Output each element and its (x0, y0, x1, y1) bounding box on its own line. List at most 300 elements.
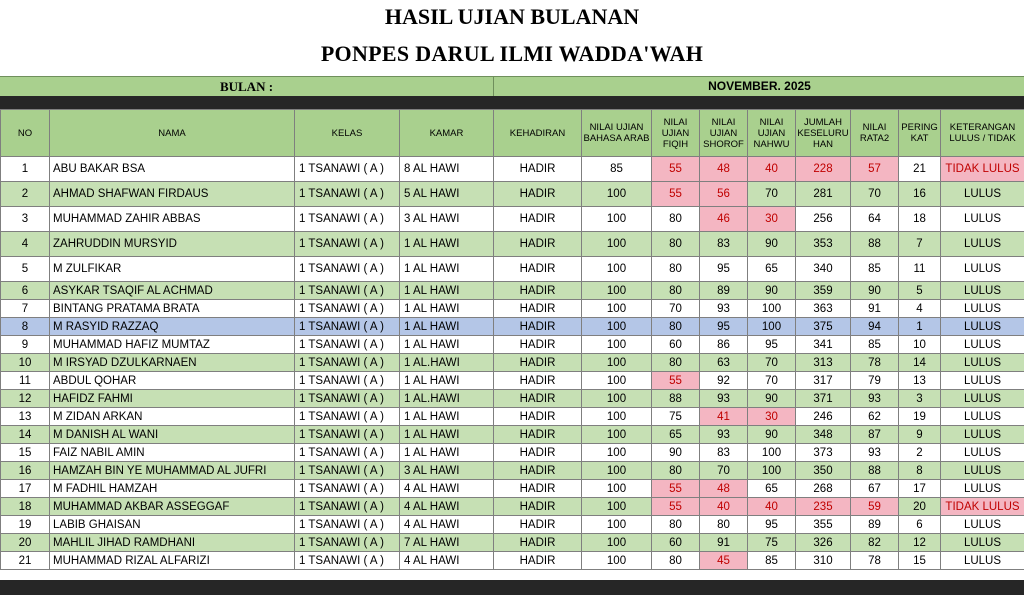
cell-kelas[interactable]: 1 TSANAWI ( A ) (295, 257, 400, 282)
cell-kelas[interactable]: 1 TSANAWI ( A ) (295, 462, 400, 480)
cell-fiqih[interactable]: 80 (652, 318, 700, 336)
cell-keterangan[interactable]: LULUS (941, 552, 1024, 570)
cell-kelas[interactable]: 1 TSANAWI ( A ) (295, 498, 400, 516)
cell-kelas[interactable]: 1 TSANAWI ( A ) (295, 408, 400, 426)
cell-shorof[interactable]: 95 (700, 257, 748, 282)
cell-fiqih[interactable]: 55 (652, 480, 700, 498)
table-row[interactable] (1, 257, 1024, 282)
cell-kelas[interactable]: 1 TSANAWI ( A ) (295, 516, 400, 534)
cell-kelas[interactable]: 1 TSANAWI ( A ) (295, 372, 400, 390)
cell-rata[interactable]: 88 (851, 232, 899, 257)
cell-shorof[interactable]: 86 (700, 336, 748, 354)
cell-fiqih[interactable]: 70 (652, 300, 700, 318)
cell-peringkat[interactable]: 5 (899, 282, 941, 300)
cell-bahasa-arab[interactable]: 100 (582, 390, 652, 408)
cell-nahwu[interactable]: 70 (748, 372, 796, 390)
cell-peringkat[interactable]: 9 (899, 426, 941, 444)
cell-kehadiran[interactable]: HADIR (494, 232, 582, 257)
cell-nama[interactable]: M DANISH AL WANI (50, 426, 295, 444)
table-row[interactable] (1, 462, 1024, 480)
cell-no[interactable]: 5 (1, 257, 50, 282)
cell-kehadiran[interactable]: HADIR (494, 257, 582, 282)
cell-shorof[interactable]: 70 (700, 462, 748, 480)
cell-nahwu[interactable]: 90 (748, 390, 796, 408)
cell-keterangan[interactable]: LULUS (941, 257, 1024, 282)
cell-bahasa-arab[interactable]: 100 (582, 318, 652, 336)
cell-keterangan[interactable]: LULUS (941, 318, 1024, 336)
cell-no[interactable]: 4 (1, 232, 50, 257)
cell-nama[interactable]: HAMZAH BIN YE MUHAMMAD AL JUFRI (50, 462, 295, 480)
header-fiqih[interactable]: NILAI UJIAN FIQIH (652, 110, 700, 157)
cell-jumlah[interactable]: 235 (796, 498, 851, 516)
cell-no[interactable]: 20 (1, 534, 50, 552)
cell-peringkat[interactable]: 4 (899, 300, 941, 318)
cell-keterangan[interactable]: LULUS (941, 232, 1024, 257)
cell-no[interactable]: 18 (1, 498, 50, 516)
cell-kelas[interactable]: 1 TSANAWI ( A ) (295, 282, 400, 300)
header-kamar[interactable]: KAMAR (400, 110, 494, 157)
cell-shorof[interactable]: 93 (700, 390, 748, 408)
cell-bahasa-arab[interactable]: 100 (582, 354, 652, 372)
cell-shorof[interactable]: 80 (700, 516, 748, 534)
cell-nama[interactable]: M FADHIL HAMZAH (50, 480, 295, 498)
cell-keterangan[interactable]: LULUS (941, 408, 1024, 426)
cell-peringkat[interactable]: 19 (899, 408, 941, 426)
cell-bahasa-arab[interactable]: 100 (582, 534, 652, 552)
cell-nahwu[interactable]: 90 (748, 232, 796, 257)
cell-rata[interactable]: 59 (851, 498, 899, 516)
cell-no[interactable]: 8 (1, 318, 50, 336)
header-kelas[interactable]: KELAS (295, 110, 400, 157)
header-rata[interactable]: NILAI RATA2 (851, 110, 899, 157)
cell-kelas[interactable]: 1 TSANAWI ( A ) (295, 480, 400, 498)
cell-peringkat[interactable]: 1 (899, 318, 941, 336)
cell-kehadiran[interactable]: HADIR (494, 516, 582, 534)
cell-kehadiran[interactable]: HADIR (494, 426, 582, 444)
cell-jumlah[interactable]: 268 (796, 480, 851, 498)
cell-jumlah[interactable]: 371 (796, 390, 851, 408)
cell-no[interactable]: 1 (1, 157, 50, 182)
cell-keterangan[interactable]: TIDAK LULUS (941, 157, 1024, 182)
cell-kehadiran[interactable]: HADIR (494, 207, 582, 232)
cell-kelas[interactable]: 1 TSANAWI ( A ) (295, 354, 400, 372)
cell-nama[interactable]: M ZULFIKAR (50, 257, 295, 282)
cell-shorof[interactable]: 40 (700, 498, 748, 516)
cell-shorof[interactable]: 83 (700, 232, 748, 257)
cell-kamar[interactable]: 1 AL HAWI (400, 444, 494, 462)
cell-nama[interactable]: MUHAMMAD HAFIZ MUMTAZ (50, 336, 295, 354)
cell-no[interactable]: 7 (1, 300, 50, 318)
cell-kehadiran[interactable]: HADIR (494, 444, 582, 462)
cell-kehadiran[interactable]: HADIR (494, 498, 582, 516)
cell-kamar[interactable]: 4 AL HAWI (400, 552, 494, 570)
cell-jumlah[interactable]: 313 (796, 354, 851, 372)
cell-nama[interactable]: ABDUL QOHAR (50, 372, 295, 390)
table-row[interactable] (1, 318, 1024, 336)
cell-rata[interactable]: 67 (851, 480, 899, 498)
table-row[interactable] (1, 426, 1024, 444)
cell-jumlah[interactable]: 350 (796, 462, 851, 480)
cell-nama[interactable]: MAHLIL JIHAD RAMDHANI (50, 534, 295, 552)
cell-fiqih[interactable]: 55 (652, 182, 700, 207)
cell-shorof[interactable]: 83 (700, 444, 748, 462)
cell-kamar[interactable]: 1 AL HAWI (400, 257, 494, 282)
cell-bahasa-arab[interactable]: 100 (582, 462, 652, 480)
cell-nahwu[interactable]: 30 (748, 408, 796, 426)
cell-keterangan[interactable]: LULUS (941, 354, 1024, 372)
cell-rata[interactable]: 93 (851, 444, 899, 462)
cell-shorof[interactable]: 46 (700, 207, 748, 232)
header-no[interactable]: NO (1, 110, 50, 157)
cell-bahasa-arab[interactable]: 100 (582, 257, 652, 282)
cell-rata[interactable]: 64 (851, 207, 899, 232)
cell-peringkat[interactable]: 10 (899, 336, 941, 354)
cell-peringkat[interactable]: 21 (899, 157, 941, 182)
cell-no[interactable]: 3 (1, 207, 50, 232)
cell-kelas[interactable]: 1 TSANAWI ( A ) (295, 207, 400, 232)
cell-fiqih[interactable]: 80 (652, 552, 700, 570)
cell-bahasa-arab[interactable]: 100 (582, 498, 652, 516)
cell-jumlah[interactable]: 375 (796, 318, 851, 336)
cell-nama[interactable]: MUHAMMAD ZAHIR ABBAS (50, 207, 295, 232)
cell-kamar[interactable]: 1 AL.HAWI (400, 354, 494, 372)
cell-nahwu[interactable]: 100 (748, 300, 796, 318)
cell-peringkat[interactable]: 13 (899, 372, 941, 390)
cell-kelas[interactable]: 1 TSANAWI ( A ) (295, 232, 400, 257)
cell-kehadiran[interactable]: HADIR (494, 300, 582, 318)
cell-peringkat[interactable]: 2 (899, 444, 941, 462)
cell-kehadiran[interactable]: HADIR (494, 318, 582, 336)
cell-peringkat[interactable]: 17 (899, 480, 941, 498)
cell-jumlah[interactable]: 281 (796, 182, 851, 207)
cell-rata[interactable]: 94 (851, 318, 899, 336)
cell-kamar[interactable]: 3 AL HAWI (400, 207, 494, 232)
cell-nahwu[interactable]: 90 (748, 426, 796, 444)
cell-nama[interactable]: ASYKAR TSAQIF AL ACHMAD (50, 282, 295, 300)
cell-nama[interactable]: ABU BAKAR BSA (50, 157, 295, 182)
table-row[interactable] (1, 390, 1024, 408)
cell-rata[interactable]: 93 (851, 390, 899, 408)
cell-kamar[interactable]: 1 AL HAWI (400, 426, 494, 444)
header-kehadiran[interactable]: KEHADIRAN (494, 110, 582, 157)
cell-rata[interactable]: 62 (851, 408, 899, 426)
cell-fiqih[interactable]: 80 (652, 354, 700, 372)
cell-kamar[interactable]: 4 AL HAWI (400, 498, 494, 516)
cell-keterangan[interactable]: LULUS (941, 336, 1024, 354)
cell-peringkat[interactable]: 18 (899, 207, 941, 232)
cell-shorof[interactable]: 56 (700, 182, 748, 207)
cell-peringkat[interactable]: 20 (899, 498, 941, 516)
cell-fiqih[interactable]: 55 (652, 498, 700, 516)
cell-fiqih[interactable]: 65 (652, 426, 700, 444)
cell-bahasa-arab[interactable]: 100 (582, 372, 652, 390)
cell-kamar[interactable]: 1 AL HAWI (400, 336, 494, 354)
cell-no[interactable]: 13 (1, 408, 50, 426)
cell-nahwu[interactable]: 100 (748, 444, 796, 462)
cell-fiqih[interactable]: 80 (652, 516, 700, 534)
cell-shorof[interactable]: 41 (700, 408, 748, 426)
cell-fiqih[interactable]: 80 (652, 462, 700, 480)
cell-fiqih[interactable]: 80 (652, 282, 700, 300)
cell-kehadiran[interactable]: HADIR (494, 336, 582, 354)
cell-jumlah[interactable]: 310 (796, 552, 851, 570)
cell-jumlah[interactable]: 341 (796, 336, 851, 354)
cell-shorof[interactable]: 48 (700, 157, 748, 182)
cell-fiqih[interactable]: 60 (652, 336, 700, 354)
cell-peringkat[interactable]: 16 (899, 182, 941, 207)
cell-jumlah[interactable]: 246 (796, 408, 851, 426)
cell-rata[interactable]: 88 (851, 462, 899, 480)
cell-nahwu[interactable]: 65 (748, 480, 796, 498)
cell-kamar[interactable]: 1 AL HAWI (400, 300, 494, 318)
cell-keterangan[interactable]: TIDAK LULUS (941, 498, 1024, 516)
cell-kehadiran[interactable]: HADIR (494, 282, 582, 300)
cell-nahwu[interactable]: 70 (748, 354, 796, 372)
cell-no[interactable]: 12 (1, 390, 50, 408)
cell-kehadiran[interactable]: HADIR (494, 182, 582, 207)
cell-nahwu[interactable]: 70 (748, 182, 796, 207)
cell-peringkat[interactable]: 3 (899, 390, 941, 408)
cell-kelas[interactable]: 1 TSANAWI ( A ) (295, 426, 400, 444)
cell-kelas[interactable]: 1 TSANAWI ( A ) (295, 336, 400, 354)
cell-shorof[interactable]: 89 (700, 282, 748, 300)
cell-nama[interactable]: FAIZ NABIL AMIN (50, 444, 295, 462)
cell-bahasa-arab[interactable]: 100 (582, 232, 652, 257)
cell-kelas[interactable]: 1 TSANAWI ( A ) (295, 157, 400, 182)
month-value[interactable]: NOVEMBER. 2025 (493, 77, 1024, 96)
cell-rata[interactable]: 79 (851, 372, 899, 390)
cell-jumlah[interactable]: 353 (796, 232, 851, 257)
table-row[interactable] (1, 282, 1024, 300)
cell-fiqih[interactable]: 80 (652, 232, 700, 257)
cell-bahasa-arab[interactable]: 100 (582, 300, 652, 318)
cell-kehadiran[interactable]: HADIR (494, 372, 582, 390)
cell-keterangan[interactable]: LULUS (941, 207, 1024, 232)
cell-nahwu[interactable]: 90 (748, 282, 796, 300)
cell-peringkat[interactable]: 7 (899, 232, 941, 257)
cell-nahwu[interactable]: 100 (748, 318, 796, 336)
cell-fiqih[interactable]: 55 (652, 157, 700, 182)
cell-keterangan[interactable]: LULUS (941, 534, 1024, 552)
cell-jumlah[interactable]: 228 (796, 157, 851, 182)
cell-nama[interactable]: AHMAD SHAFWAN FIRDAUS (50, 182, 295, 207)
cell-peringkat[interactable]: 6 (899, 516, 941, 534)
cell-nahwu[interactable]: 100 (748, 462, 796, 480)
cell-shorof[interactable]: 91 (700, 534, 748, 552)
cell-nama[interactable]: ZAHRUDDIN MURSYID (50, 232, 295, 257)
cell-bahasa-arab[interactable]: 100 (582, 207, 652, 232)
cell-nahwu[interactable]: 85 (748, 552, 796, 570)
table-row[interactable] (1, 372, 1024, 390)
cell-kamar[interactable]: 4 AL HAWI (400, 516, 494, 534)
cell-rata[interactable]: 90 (851, 282, 899, 300)
cell-bahasa-arab[interactable]: 100 (582, 408, 652, 426)
cell-bahasa-arab[interactable]: 100 (582, 444, 652, 462)
cell-kamar[interactable]: 1 AL HAWI (400, 282, 494, 300)
cell-kehadiran[interactable]: HADIR (494, 354, 582, 372)
cell-fiqih[interactable]: 88 (652, 390, 700, 408)
cell-shorof[interactable]: 48 (700, 480, 748, 498)
cell-nama[interactable]: M ZIDAN ARKAN (50, 408, 295, 426)
cell-kehadiran[interactable]: HADIR (494, 462, 582, 480)
cell-fiqih[interactable]: 90 (652, 444, 700, 462)
cell-jumlah[interactable]: 256 (796, 207, 851, 232)
cell-rata[interactable]: 87 (851, 426, 899, 444)
cell-bahasa-arab[interactable]: 85 (582, 157, 652, 182)
cell-jumlah[interactable]: 348 (796, 426, 851, 444)
cell-kelas[interactable]: 1 TSANAWI ( A ) (295, 318, 400, 336)
cell-no[interactable]: 11 (1, 372, 50, 390)
table-row[interactable] (1, 516, 1024, 534)
cell-kelas[interactable]: 1 TSANAWI ( A ) (295, 390, 400, 408)
cell-kamar[interactable]: 1 AL HAWI (400, 232, 494, 257)
cell-peringkat[interactable]: 15 (899, 552, 941, 570)
table-row[interactable] (1, 498, 1024, 516)
cell-keterangan[interactable]: LULUS (941, 426, 1024, 444)
cell-no[interactable]: 17 (1, 480, 50, 498)
header-nama[interactable]: NAMA (50, 110, 295, 157)
header-peringkat[interactable]: PERING KAT (899, 110, 941, 157)
cell-no[interactable]: 21 (1, 552, 50, 570)
cell-jumlah[interactable]: 317 (796, 372, 851, 390)
cell-keterangan[interactable]: LULUS (941, 462, 1024, 480)
cell-kelas[interactable]: 1 TSANAWI ( A ) (295, 182, 400, 207)
cell-kamar[interactable]: 1 AL.HAWI (400, 390, 494, 408)
cell-kehadiran[interactable]: HADIR (494, 480, 582, 498)
cell-nahwu[interactable]: 75 (748, 534, 796, 552)
header-keterangan[interactable]: KETERANGAN LULUS / TIDAK (941, 110, 1024, 157)
cell-jumlah[interactable]: 340 (796, 257, 851, 282)
cell-jumlah[interactable]: 326 (796, 534, 851, 552)
cell-rata[interactable]: 82 (851, 534, 899, 552)
table-row[interactable] (1, 534, 1024, 552)
cell-nama[interactable]: M IRSYAD DZULKARNAEN (50, 354, 295, 372)
cell-shorof[interactable]: 92 (700, 372, 748, 390)
cell-nama[interactable]: MUHAMMAD RIZAL ALFARIZI (50, 552, 295, 570)
header-shorof[interactable]: NILAI UJIAN SHOROF (700, 110, 748, 157)
cell-nahwu[interactable]: 30 (748, 207, 796, 232)
cell-rata[interactable]: 78 (851, 354, 899, 372)
cell-bahasa-arab[interactable]: 100 (582, 516, 652, 534)
cell-no[interactable]: 9 (1, 336, 50, 354)
cell-kamar[interactable]: 1 AL HAWI (400, 372, 494, 390)
cell-fiqih[interactable]: 60 (652, 534, 700, 552)
cell-peringkat[interactable]: 8 (899, 462, 941, 480)
cell-nahwu[interactable]: 40 (748, 498, 796, 516)
cell-kehadiran[interactable]: HADIR (494, 534, 582, 552)
cell-fiqih[interactable]: 55 (652, 372, 700, 390)
cell-keterangan[interactable]: LULUS (941, 372, 1024, 390)
cell-no[interactable]: 14 (1, 426, 50, 444)
table-row[interactable] (1, 552, 1024, 570)
table-row[interactable] (1, 207, 1024, 232)
cell-kamar[interactable]: 1 AL HAWI (400, 318, 494, 336)
table-row[interactable] (1, 354, 1024, 372)
cell-no[interactable]: 19 (1, 516, 50, 534)
cell-kamar[interactable]: 3 AL HAWI (400, 462, 494, 480)
cell-keterangan[interactable]: LULUS (941, 182, 1024, 207)
table-row[interactable] (1, 444, 1024, 462)
cell-keterangan[interactable]: LULUS (941, 300, 1024, 318)
cell-keterangan[interactable]: LULUS (941, 444, 1024, 462)
cell-bahasa-arab[interactable]: 100 (582, 480, 652, 498)
cell-kelas[interactable]: 1 TSANAWI ( A ) (295, 300, 400, 318)
cell-kehadiran[interactable]: HADIR (494, 390, 582, 408)
table-row[interactable] (1, 232, 1024, 257)
cell-kamar[interactable]: 1 AL HAWI (400, 408, 494, 426)
cell-peringkat[interactable]: 11 (899, 257, 941, 282)
table-row[interactable] (1, 480, 1024, 498)
cell-bahasa-arab[interactable]: 100 (582, 182, 652, 207)
cell-keterangan[interactable]: LULUS (941, 516, 1024, 534)
cell-nahwu[interactable]: 95 (748, 516, 796, 534)
cell-rata[interactable]: 85 (851, 336, 899, 354)
cell-no[interactable]: 2 (1, 182, 50, 207)
table-row[interactable] (1, 300, 1024, 318)
cell-bahasa-arab[interactable]: 100 (582, 336, 652, 354)
cell-keterangan[interactable]: LULUS (941, 390, 1024, 408)
header-jumlah[interactable]: JUMLAH KESELURU HAN (796, 110, 851, 157)
cell-rata[interactable]: 85 (851, 257, 899, 282)
cell-kehadiran[interactable]: HADIR (494, 157, 582, 182)
cell-nama[interactable]: M RASYID RAZZAQ (50, 318, 295, 336)
cell-nama[interactable]: LABIB GHAISAN (50, 516, 295, 534)
cell-keterangan[interactable]: LULUS (941, 282, 1024, 300)
cell-kamar[interactable]: 4 AL HAWI (400, 480, 494, 498)
cell-peringkat[interactable]: 12 (899, 534, 941, 552)
cell-kelas[interactable]: 1 TSANAWI ( A ) (295, 534, 400, 552)
cell-nahwu[interactable]: 65 (748, 257, 796, 282)
cell-no[interactable]: 10 (1, 354, 50, 372)
cell-kelas[interactable]: 1 TSANAWI ( A ) (295, 444, 400, 462)
cell-kelas[interactable]: 1 TSANAWI ( A ) (295, 552, 400, 570)
cell-shorof[interactable]: 95 (700, 318, 748, 336)
cell-no[interactable]: 6 (1, 282, 50, 300)
cell-kamar[interactable]: 7 AL HAWI (400, 534, 494, 552)
cell-rata[interactable]: 70 (851, 182, 899, 207)
cell-bahasa-arab[interactable]: 100 (582, 552, 652, 570)
cell-kehadiran[interactable]: HADIR (494, 552, 582, 570)
cell-bahasa-arab[interactable]: 100 (582, 426, 652, 444)
cell-kamar[interactable]: 5 AL HAWI (400, 182, 494, 207)
cell-rata[interactable]: 57 (851, 157, 899, 182)
cell-jumlah[interactable]: 363 (796, 300, 851, 318)
cell-fiqih[interactable]: 80 (652, 257, 700, 282)
cell-nama[interactable]: MUHAMMAD AKBAR ASSEGGAF (50, 498, 295, 516)
cell-nama[interactable]: HAFIDZ FAHMI (50, 390, 295, 408)
cell-no[interactable]: 15 (1, 444, 50, 462)
cell-kamar[interactable]: 8 AL HAWI (400, 157, 494, 182)
header-nahwu[interactable]: NILAI UJIAN NAHWU (748, 110, 796, 157)
cell-nama[interactable]: BINTANG PRATAMA BRATA (50, 300, 295, 318)
cell-fiqih[interactable]: 75 (652, 408, 700, 426)
cell-no[interactable]: 16 (1, 462, 50, 480)
table-row[interactable] (1, 408, 1024, 426)
cell-rata[interactable]: 89 (851, 516, 899, 534)
cell-jumlah[interactable]: 373 (796, 444, 851, 462)
cell-rata[interactable]: 91 (851, 300, 899, 318)
table-row[interactable] (1, 182, 1024, 207)
table-row[interactable] (1, 157, 1024, 182)
cell-jumlah[interactable]: 355 (796, 516, 851, 534)
cell-shorof[interactable]: 45 (700, 552, 748, 570)
cell-shorof[interactable]: 93 (700, 426, 748, 444)
cell-shorof[interactable]: 93 (700, 300, 748, 318)
cell-shorof[interactable]: 63 (700, 354, 748, 372)
cell-keterangan[interactable]: LULUS (941, 480, 1024, 498)
cell-nahwu[interactable]: 40 (748, 157, 796, 182)
cell-nahwu[interactable]: 95 (748, 336, 796, 354)
